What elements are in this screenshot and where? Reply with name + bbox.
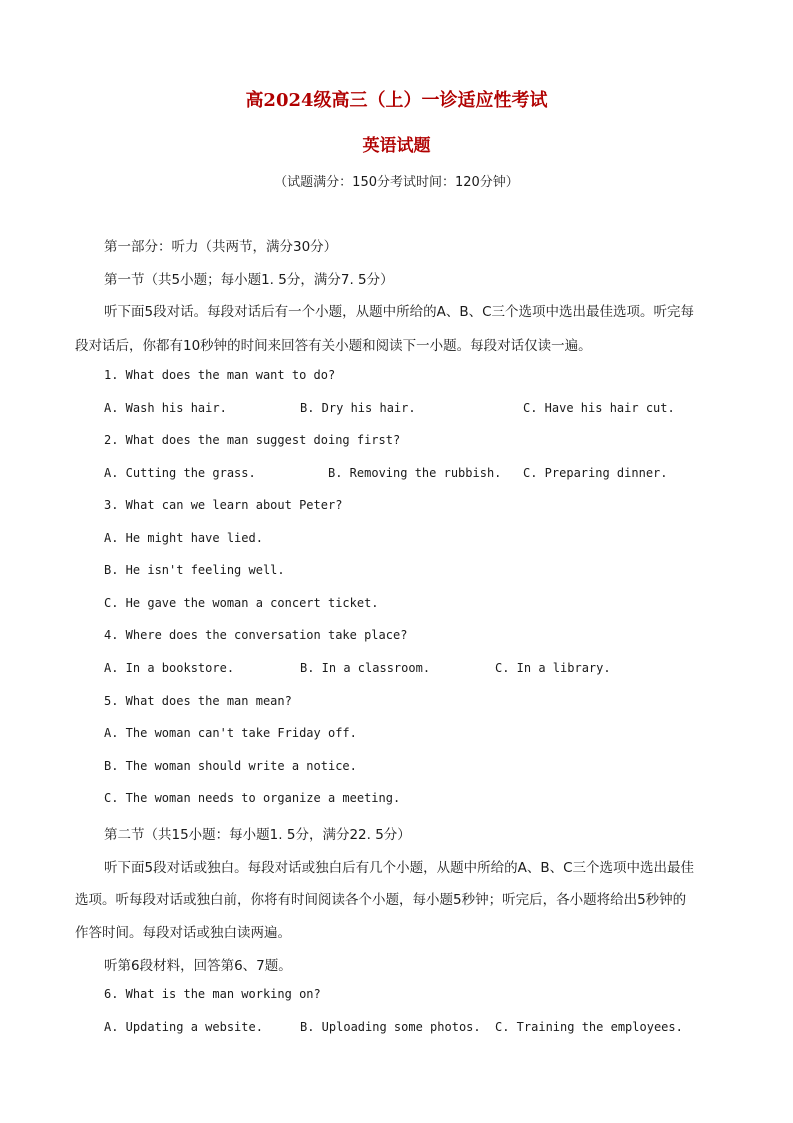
question-5-option-a: A. The woman can't take Friday off. (104, 726, 357, 740)
question-3-option-a: A. He might have lied. (104, 531, 263, 545)
section1-instructions-line1: 听下面5段对话。每段对话后有一个小题，从题中所给的A、B、C三个选项中选出最佳选项。听完每 (104, 304, 695, 320)
subject-title: 英语试题 (362, 136, 431, 156)
question-2-stem: 2. What does the man suggest doing first? (104, 433, 401, 447)
section2-heading: 第二节（共15小题：每小题1. 5分，满分22. 5分） (104, 827, 411, 843)
question-4-stem: 4. Where does the conversation take place? (104, 628, 408, 642)
part1-heading: 第一部分：听力（共两节，满分30分） (104, 239, 338, 255)
question-2-option-b: B. Removing the rubbish. (328, 466, 502, 480)
question-6-option-b: B. Uploading some photos. (300, 1020, 481, 1034)
section1-heading: 第一节（共5小题；每小题1. 5分，满分7. 5分） (104, 272, 394, 288)
question-4-option-c: C. In a library. (495, 661, 611, 675)
question-5-stem: 5. What does the man mean? (104, 694, 292, 708)
question-5-option-c: C. The woman needs to organize a meeting. (104, 791, 401, 805)
question-1-option-c: C. Have his hair cut. (523, 401, 675, 415)
section1-instructions-line2: 段对话后，你都有10秒钟的时间来回答有关小题和阅读下一小题。每段对话仅读一遍。 (75, 338, 592, 354)
question-1-option-b: B. Dry his hair. (300, 401, 416, 415)
exam-note: （试题满分：150分考试时间：120分钟） (274, 175, 519, 190)
question-1-option-a: A. Wash his hair. (104, 401, 227, 415)
section2-instructions-line3: 作答时间。每段对话或独白读两遍。 (75, 925, 291, 941)
question-4-option-b: B. In a classroom. (300, 661, 431, 675)
question-5-option-b: B. The woman should write a notice. (104, 759, 357, 773)
question-6-option-a: A. Updating a website. (104, 1020, 263, 1034)
question-2-option-c: C. Preparing dinner. (523, 466, 668, 480)
question-4-option-a: A. In a bookstore. (104, 661, 235, 675)
question-3-option-b: B. He isn't feeling well. (104, 563, 285, 577)
question-6-option-c: C. Training the employees. (495, 1020, 683, 1034)
section2-instructions-line2: 选项。听每段对话或独白前，你将有时间阅读各个小题，每小题5秒钟；听完后，各小题将给出5秒钟的 (75, 892, 687, 908)
question-3-stem: 3. What can we learn about Peter? (104, 498, 343, 512)
question-3-option-c: C. He gave the woman a concert ticket. (104, 596, 379, 610)
question-1-stem: 1. What does the man want to do? (104, 368, 336, 382)
question-6-stem: 6. What is the man working on? (104, 987, 321, 1001)
exam-title: 高2024级高三（上）一诊适应性考试 (245, 90, 548, 111)
question-2-option-a: A. Cutting the grass. (104, 466, 256, 480)
material-6-heading: 听第6段材料，回答第6、7题。 (104, 958, 292, 974)
section2-instructions-line1: 听下面5段对话或独白。每段对话或独白后有几个小题，从题中所给的A、B、C三个选项中选出最佳 (104, 860, 695, 876)
